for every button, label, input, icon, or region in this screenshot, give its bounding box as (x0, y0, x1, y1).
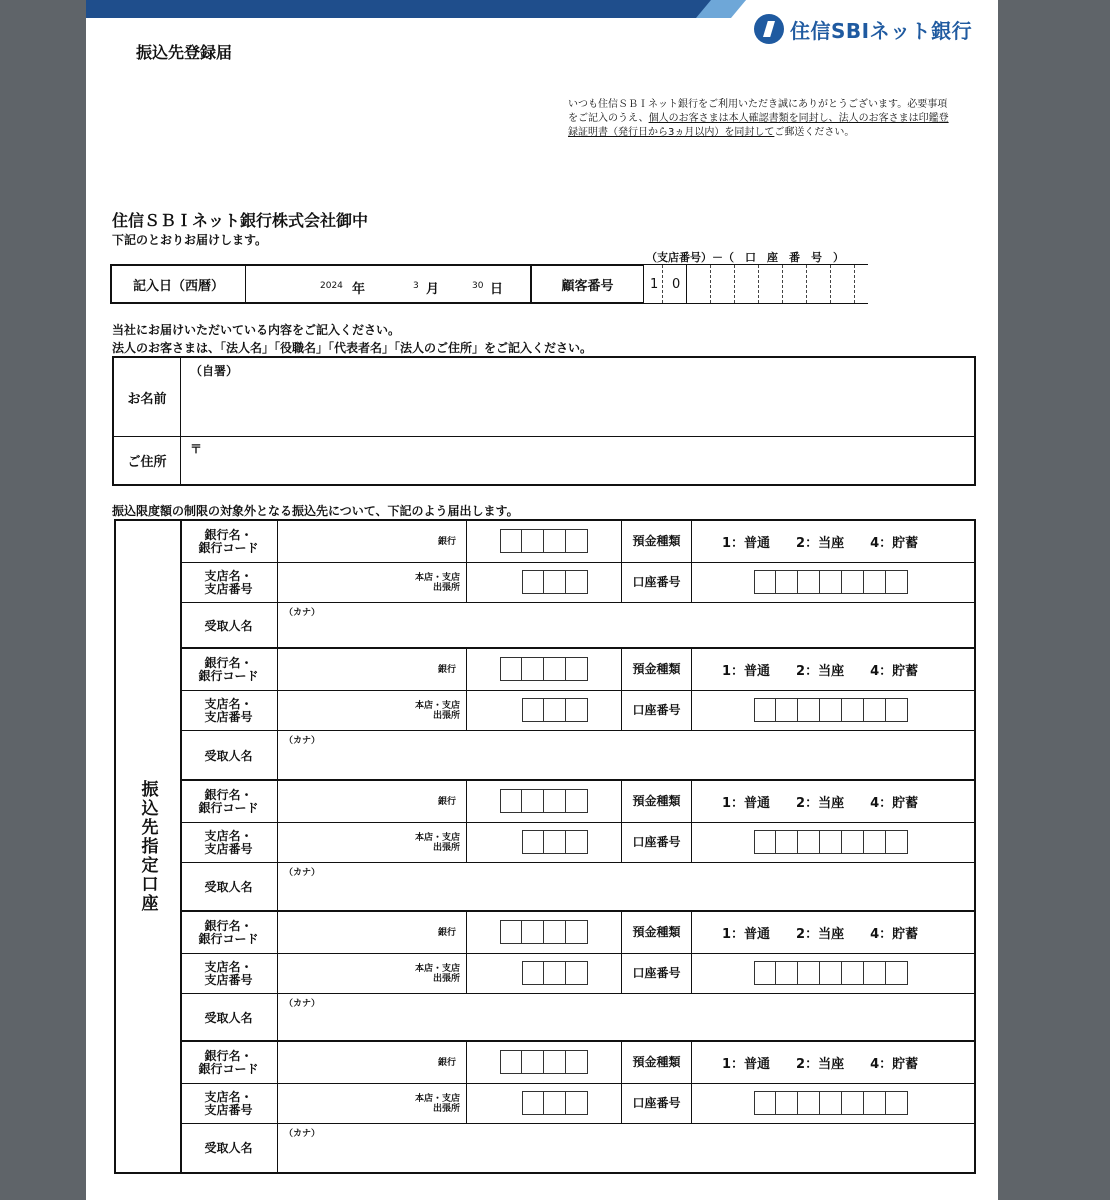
digit-box[interactable] (544, 570, 566, 594)
branch-label-line2: 支店番号 (204, 841, 253, 856)
deposit-type-options (692, 781, 974, 822)
applicant-box (112, 356, 976, 486)
digit-box[interactable] (798, 1091, 820, 1115)
branch-suffix-line2: 出張所 (432, 973, 460, 984)
recipient-label: 受取人名 (180, 1124, 278, 1172)
bank-code-boxes[interactable] (500, 789, 588, 813)
recipient-row (180, 603, 974, 649)
branch-label-line2: 支店番号 (204, 1102, 253, 1117)
digit-box[interactable] (842, 698, 864, 722)
digit-box[interactable] (842, 830, 864, 854)
digit-box[interactable] (522, 1050, 544, 1074)
branch-code-boxes[interactable] (522, 698, 588, 722)
bank-label-line2: 銀行コード (198, 931, 259, 946)
digit-box[interactable] (500, 920, 522, 944)
deposit-type-checking[interactable]: 2：当座 (796, 1057, 845, 1072)
form-page (86, 0, 998, 1200)
account-number-boxes[interactable] (754, 961, 908, 985)
digit-box[interactable] (522, 961, 544, 985)
digit-box[interactable] (544, 529, 566, 553)
bank-name-field[interactable] (278, 1042, 467, 1083)
date-year-value[interactable]: 2024 (320, 281, 343, 291)
digit-box[interactable] (754, 830, 776, 854)
branch-suffix-line1: 本店・支店 (414, 832, 460, 843)
digit-box[interactable] (864, 961, 886, 985)
digit-divider (686, 265, 687, 303)
digit-box[interactable] (566, 789, 588, 813)
deposit-type-checking[interactable]: 2：当座 (796, 536, 845, 551)
branch-label (180, 1084, 278, 1123)
notice-part-1: いつも住信ＳＢＩネット銀行をご利用いただき誠にありがとうございます。必要事項 (568, 99, 948, 110)
branch-suffix (415, 701, 460, 721)
digit-divider (782, 265, 783, 303)
branch-code-boxes[interactable] (522, 570, 588, 594)
recipient-name-field[interactable] (279, 863, 974, 912)
recipient-row (180, 1124, 974, 1172)
branch-row (180, 823, 974, 863)
digit-box[interactable] (842, 570, 864, 594)
digit-box[interactable] (776, 1091, 798, 1115)
intro-text: 下記のとおりお届けします。 (112, 233, 268, 247)
branch-suffix (415, 573, 460, 593)
digit-divider (758, 265, 759, 303)
bank-suffix: 銀行 (437, 796, 456, 807)
payee-table (114, 519, 976, 1174)
bank-name-field[interactable] (278, 649, 467, 690)
digit-divider (734, 265, 735, 303)
recipient-row (180, 994, 974, 1042)
bank-suffix: 銀行 (437, 927, 456, 938)
bank-row (180, 1042, 974, 1084)
address-field[interactable] (181, 437, 974, 484)
date-field[interactable] (246, 266, 530, 302)
deposit-type-options (692, 1042, 974, 1083)
payee-block (180, 781, 974, 912)
digit-box[interactable] (820, 1091, 842, 1115)
deposit-type-savings[interactable]: 4：貯蓄 (870, 796, 919, 811)
recipient-label: 受取人名 (180, 603, 278, 649)
customer-number-field[interactable] (644, 264, 868, 304)
digit-box[interactable] (544, 657, 566, 681)
deposit-type-savings[interactable]: 4：貯蓄 (870, 664, 919, 679)
digit-box[interactable] (864, 698, 886, 722)
digit-box[interactable] (566, 570, 588, 594)
branch-label (180, 954, 278, 993)
digit-box[interactable] (820, 830, 842, 854)
branch-suffix-line1: 本店・支店 (414, 572, 460, 583)
digit-box[interactable] (864, 570, 886, 594)
branch-label-line2: 支店番号 (204, 709, 253, 724)
digit-box[interactable] (566, 698, 588, 722)
bank-row (180, 521, 974, 563)
account-number-boxes[interactable] (754, 698, 908, 722)
branch-row (180, 1084, 974, 1124)
name-field[interactable] (181, 358, 974, 436)
branch-label-line1: 支店名・ (204, 828, 253, 843)
date-year-unit: 年 (352, 282, 366, 297)
deposit-type-options (692, 521, 974, 562)
branch-row (180, 691, 974, 731)
branch-row (180, 563, 974, 603)
kana-note: （カナ） (284, 608, 321, 618)
deposit-type-ordinary[interactable]: 1：普通 (722, 796, 771, 811)
digit-box[interactable] (798, 698, 820, 722)
branch-code-boxes[interactable] (522, 830, 588, 854)
bank-label-line2: 銀行コード (198, 800, 259, 815)
bank-name-field[interactable] (278, 521, 467, 562)
header-band (86, 0, 746, 18)
branch-name-field[interactable] (278, 691, 467, 730)
digit-box[interactable] (776, 570, 798, 594)
deposit-type-label: 預金種類 (622, 649, 692, 690)
kana-note: （カナ） (284, 736, 321, 746)
recipient-name-field[interactable] (279, 603, 974, 649)
digit-box[interactable] (566, 961, 588, 985)
kana-note: （カナ） (284, 999, 321, 1009)
date-month-value[interactable]: 3 (413, 281, 419, 291)
digit-divider (830, 265, 831, 303)
digit-box[interactable] (842, 1091, 864, 1115)
date-row (110, 264, 532, 304)
date-day-value[interactable]: 30 (472, 281, 484, 291)
document-title: 振込先登録届 (136, 43, 233, 62)
deposit-type-ordinary[interactable]: 1：普通 (722, 664, 771, 679)
branch-label-line1: 支店名・ (204, 696, 253, 711)
deposit-type-options (692, 649, 974, 690)
bank-label-line2: 銀行コード (198, 1061, 259, 1076)
bank-label (180, 912, 278, 953)
digit-box[interactable] (522, 789, 544, 813)
digit-box[interactable] (886, 961, 908, 985)
digit-box[interactable] (566, 529, 588, 553)
digit-box[interactable] (500, 529, 522, 553)
digit-box[interactable] (798, 961, 820, 985)
payee-block (180, 649, 974, 781)
account-number-label: 口座番号 (622, 954, 692, 993)
payee-block (180, 1042, 974, 1172)
customer-digit-2: 0 (672, 277, 681, 292)
branch-label-line2: 支店番号 (204, 581, 253, 596)
deposit-type-label: 預金種類 (622, 912, 692, 953)
bank-code-boxes[interactable] (500, 529, 588, 553)
branch-name-field[interactable] (278, 1084, 467, 1123)
digit-box[interactable] (566, 1091, 588, 1115)
customer-number-label: 顧客番号 (532, 264, 644, 304)
branch-label-line1: 支店名・ (204, 1089, 253, 1104)
digit-box[interactable] (544, 789, 566, 813)
kana-note: （カナ） (284, 1129, 321, 1139)
digit-box[interactable] (754, 698, 776, 722)
digit-box[interactable] (500, 657, 522, 681)
digit-divider (854, 265, 855, 303)
payee-block (180, 521, 974, 649)
deposit-type-label: 預金種類 (622, 781, 692, 822)
digit-box[interactable] (544, 830, 566, 854)
digit-box[interactable] (544, 698, 566, 722)
bank-row (180, 781, 974, 823)
account-number-label: 口座番号 (622, 823, 692, 862)
payee-section-label-text: 振込先指定口座 (137, 780, 158, 913)
signature-note: （自署） (190, 364, 239, 378)
bank-label (180, 649, 278, 690)
digit-box[interactable] (776, 830, 798, 854)
digit-box[interactable] (522, 698, 544, 722)
deposit-type-savings[interactable]: 4：貯蓄 (870, 536, 919, 551)
deposit-type-label: 預金種類 (622, 1042, 692, 1083)
branch-label (180, 563, 278, 602)
bank-suffix: 銀行 (437, 536, 456, 547)
deposit-type-ordinary[interactable]: 1：普通 (722, 536, 771, 551)
bank-row (180, 912, 974, 954)
digit-box[interactable] (776, 961, 798, 985)
notice-underlined-2: 録証明書（発行日から3ヵ月以内）を同封して (568, 127, 775, 138)
deposit-type-options (692, 912, 974, 953)
deposit-type-checking[interactable]: 2：当座 (796, 664, 845, 679)
bank-label-line1: 銀行名・ (204, 655, 253, 670)
account-number-boxes[interactable] (754, 1091, 908, 1115)
branch-label-line2: 支店番号 (204, 972, 253, 987)
deposit-type-ordinary[interactable]: 1：普通 (722, 1057, 771, 1072)
bank-label (180, 521, 278, 562)
digit-box[interactable] (566, 1050, 588, 1074)
branch-suffix-line2: 出張所 (432, 582, 460, 593)
branch-code-boxes[interactable] (522, 961, 588, 985)
digit-box[interactable] (798, 830, 820, 854)
deposit-type-ordinary[interactable]: 1：普通 (722, 927, 771, 942)
digit-box[interactable] (820, 698, 842, 722)
instruction-line-2: 法人のお客さまは、「法人名」「役職名」「代表者名」「法人のご住所」をご記入ください。 (112, 341, 593, 355)
brand-name: 住信SBIネット銀行 (790, 18, 973, 43)
branch-suffix (415, 964, 460, 984)
notice-text (568, 98, 978, 140)
digit-box[interactable] (754, 961, 776, 985)
digit-box[interactable] (886, 830, 908, 854)
bank-suffix: 銀行 (437, 664, 456, 675)
branch-suffix-line2: 出張所 (432, 842, 460, 853)
digit-box[interactable] (754, 570, 776, 594)
kana-note: （カナ） (284, 868, 321, 878)
digit-box[interactable] (566, 657, 588, 681)
payee-block (180, 912, 974, 1042)
digit-box[interactable] (500, 789, 522, 813)
branch-code-boxes[interactable] (522, 1091, 588, 1115)
digit-box[interactable] (544, 961, 566, 985)
recipient-row (180, 863, 974, 912)
account-number-boxes[interactable] (754, 830, 908, 854)
date-day-unit: 日 (490, 282, 504, 297)
digit-box[interactable] (754, 1091, 776, 1115)
name-label: お名前 (114, 358, 181, 436)
customer-digit-1: 1 (650, 277, 659, 292)
postal-mark: 〒 (190, 442, 203, 456)
addressee: 住信ＳＢＩネット銀行株式会社御中 (112, 211, 369, 230)
bank-label-line2: 銀行コード (198, 668, 259, 683)
digit-box[interactable] (566, 920, 588, 944)
branch-row (180, 954, 974, 994)
branch-suffix-line1: 本店・支店 (414, 1093, 460, 1104)
digit-box[interactable] (886, 698, 908, 722)
notice-part-3: ご郵送ください。 (774, 127, 855, 138)
bank-code-boxes[interactable] (500, 920, 588, 944)
digit-box[interactable] (522, 529, 544, 553)
date-month-unit: 月 (426, 282, 440, 297)
branch-suffix (415, 1094, 460, 1114)
digit-box[interactable] (522, 830, 544, 854)
notice-underlined-1: 個人のお客さまは本人確認書類を同封し、法人のお客さまは印鑑登 (648, 113, 949, 124)
deposit-type-savings[interactable]: 4：貯蓄 (870, 1057, 919, 1072)
digit-divider (662, 265, 663, 303)
bank-label-line1: 銀行名・ (204, 527, 253, 542)
bank-row (180, 649, 974, 691)
digit-box[interactable] (544, 1091, 566, 1115)
recipient-label: 受取人名 (180, 731, 278, 781)
bank-name-field[interactable] (278, 781, 467, 822)
recipient-name-field[interactable] (279, 1124, 974, 1172)
branch-name-field[interactable] (278, 563, 467, 602)
branch-suffix-line1: 本店・支店 (414, 963, 460, 974)
branch-suffix-line2: 出張所 (432, 1103, 460, 1114)
bank-suffix: 銀行 (437, 1057, 456, 1068)
digit-box[interactable] (522, 570, 544, 594)
branch-label-line1: 支店名・ (204, 959, 253, 974)
digit-box[interactable] (798, 570, 820, 594)
instruction-line-1: 当社にお届けいただいている内容をご記入ください。 (112, 323, 401, 337)
digit-box[interactable] (500, 1050, 522, 1074)
bank-name-field[interactable] (278, 912, 467, 953)
branch-name-field[interactable] (278, 954, 467, 993)
bank-code-boxes[interactable] (500, 1050, 588, 1074)
bank-label (180, 1042, 278, 1083)
digit-box[interactable] (566, 830, 588, 854)
brand-logo (754, 14, 972, 44)
bank-label (180, 781, 278, 822)
digit-box[interactable] (544, 1050, 566, 1074)
account-number-label: 口座番号 (622, 1084, 692, 1123)
digit-box[interactable] (522, 1091, 544, 1115)
digit-box[interactable] (864, 830, 886, 854)
digit-box[interactable] (886, 570, 908, 594)
date-label: 記入日（西暦） (112, 266, 246, 302)
recipient-name-field[interactable] (279, 994, 974, 1042)
branch-label (180, 823, 278, 862)
digit-box[interactable] (864, 1091, 886, 1115)
account-number-label: 口座番号 (622, 563, 692, 602)
account-number-header: （支店番号）－（ 口 座 番 号 ） (646, 251, 844, 264)
deposit-type-checking[interactable]: 2：当座 (796, 927, 845, 942)
digit-divider (710, 265, 711, 303)
digit-box[interactable] (522, 657, 544, 681)
digit-box[interactable] (522, 920, 544, 944)
digit-box[interactable] (820, 570, 842, 594)
recipient-label: 受取人名 (180, 994, 278, 1042)
recipient-name-field[interactable] (279, 731, 974, 781)
bank-label-line1: 銀行名・ (204, 918, 253, 933)
recipient-row (180, 731, 974, 781)
deposit-type-label: 預金種類 (622, 521, 692, 562)
account-number-label: 口座番号 (622, 691, 692, 730)
brand-logo-icon (754, 14, 784, 44)
bank-label-line1: 銀行名・ (204, 787, 253, 802)
branch-label-line1: 支店名・ (204, 568, 253, 583)
digit-box[interactable] (886, 1091, 908, 1115)
branch-suffix-line1: 本店・支店 (414, 700, 460, 711)
deposit-type-savings[interactable]: 4：貯蓄 (870, 927, 919, 942)
notice-part-2: をご記入のうえ、 (568, 113, 649, 124)
digit-box[interactable] (842, 961, 864, 985)
digit-box[interactable] (820, 961, 842, 985)
payee-section-label (116, 521, 182, 1172)
bank-label-line1: 銀行名・ (204, 1048, 253, 1063)
account-number-boxes[interactable] (754, 570, 908, 594)
branch-name-field[interactable] (278, 823, 467, 862)
bank-label-line2: 銀行コード (198, 540, 259, 555)
payee-intro: 振込限度額の制限の対象外となる振込先について、下記のよう届出します。 (112, 504, 519, 518)
bank-code-boxes[interactable] (500, 657, 588, 681)
digit-divider (806, 265, 807, 303)
deposit-type-checking[interactable]: 2：当座 (796, 796, 845, 811)
branch-suffix-line2: 出張所 (432, 710, 460, 721)
branch-suffix (415, 833, 460, 853)
recipient-label: 受取人名 (180, 863, 278, 912)
branch-label (180, 691, 278, 730)
digit-box[interactable] (776, 698, 798, 722)
digit-box[interactable] (544, 920, 566, 944)
address-label: ご住所 (114, 437, 181, 484)
